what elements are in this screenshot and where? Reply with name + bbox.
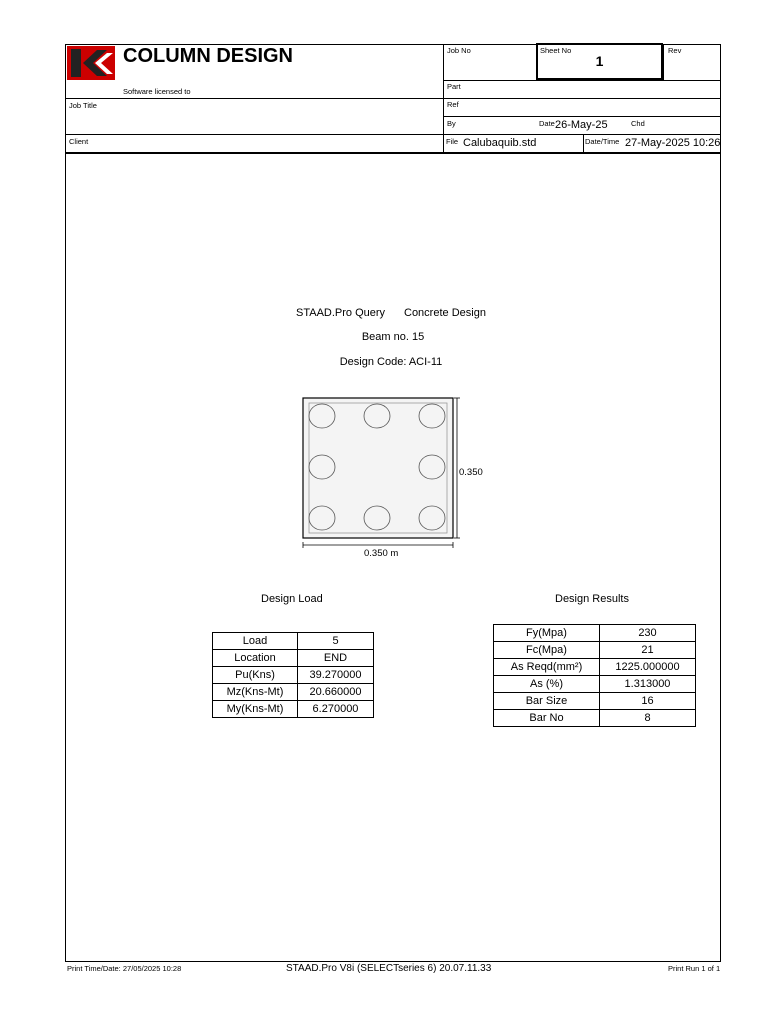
- table-cell-label: Load: [213, 633, 298, 650]
- sheet-no-value: 1: [595, 53, 604, 69]
- table-cell-value: 6.270000: [298, 701, 374, 718]
- sheet-no-label: Sheet No: [540, 46, 572, 55]
- header-divider-datetime: [583, 134, 584, 153]
- table-row: [213, 667, 374, 684]
- table-row: [494, 676, 696, 693]
- table-row: [494, 642, 696, 659]
- print-run: Print Run 1 of 1: [668, 964, 721, 973]
- table-cell-label: Location: [213, 650, 298, 667]
- design-load-title: Design Load: [261, 593, 323, 605]
- chd-label: Chd: [631, 119, 645, 128]
- table-row: [213, 684, 374, 701]
- table-cell-label: Fc(Mpa): [494, 642, 600, 659]
- header-line-left-2: [65, 134, 443, 135]
- table-row: [494, 710, 696, 727]
- table-cell-label: Bar No: [494, 710, 600, 727]
- table-cell-value: 1.313000: [600, 676, 696, 693]
- header-line-right-1: [443, 80, 721, 81]
- query-line-1: STAAD.Pro Query: [296, 307, 386, 319]
- table-cell-value: 1225.000000: [600, 659, 696, 676]
- date-label: Date: [539, 119, 555, 128]
- table-cell-value: 8: [600, 710, 696, 727]
- width-dimension-label: 0.350 m: [364, 548, 399, 559]
- software-version: STAAD.Pro V8i (SELECTseries 6) 20.07.11.33: [286, 963, 492, 974]
- logo-icon: [67, 46, 115, 80]
- design-code: Design Code: ACI-11: [339, 356, 443, 368]
- header-line-right-2: [443, 98, 721, 99]
- table-cell-value: 5: [298, 633, 374, 650]
- header-bottom-line: [65, 152, 721, 154]
- table-cell-label: As (%): [494, 676, 600, 693]
- design-load-table: [212, 632, 374, 718]
- header-line-left-1: [65, 98, 443, 99]
- table-cell-label: Pu(Kns): [213, 667, 298, 684]
- client-label: Client: [69, 137, 89, 146]
- depth-dimension-label: 0.350: [459, 467, 483, 478]
- design-results-title: Design Results: [555, 593, 629, 605]
- query-line-2: Concrete Design: [404, 307, 486, 319]
- licensed-label: Software licensed to: [123, 87, 191, 96]
- table-row: [494, 693, 696, 710]
- table-cell-label: Bar Size: [494, 693, 600, 710]
- page-title: COLUMN DESIGN: [123, 45, 293, 67]
- table-cell-label: Mz(Kns-Mt): [213, 684, 298, 701]
- table-cell-value: 20.660000: [298, 684, 374, 701]
- header-divider-rev: [663, 44, 664, 80]
- section-outline: [303, 398, 453, 538]
- table-row: [494, 625, 696, 642]
- table-cell-label: As Reqd(mm²): [494, 659, 600, 676]
- beam-no: Beam no. 15: [361, 331, 425, 343]
- table-cell-label: Fy(Mpa): [494, 625, 600, 642]
- file-value: Calubaquib.std: [463, 137, 537, 149]
- header-line-right-3: [443, 116, 721, 117]
- job-no-label: Job No: [447, 46, 471, 55]
- print-time: Print Time/Date: 27/05/2025 10:28: [67, 964, 182, 973]
- part-label: Part: [447, 82, 461, 91]
- table-cell-value: 39.270000: [298, 667, 374, 684]
- header-line-right-4: [443, 134, 721, 135]
- table-row: [213, 650, 374, 667]
- rev-label: Rev: [668, 46, 682, 55]
- column-section-drawing: [300, 395, 460, 555]
- date-value: 26-May-25: [555, 119, 608, 131]
- job-title-label: Job Title: [69, 101, 97, 110]
- file-label: File: [446, 137, 459, 146]
- table-cell-value: 16: [600, 693, 696, 710]
- table-row: [213, 701, 374, 718]
- table-cell-value: 230: [600, 625, 696, 642]
- ref-label: Ref: [447, 100, 459, 109]
- table-row: [494, 659, 696, 676]
- datetime-value: 27-May-2025 10:26: [625, 137, 721, 149]
- table-row: [213, 633, 374, 650]
- table-cell-value: END: [298, 650, 374, 667]
- by-label: By: [447, 119, 456, 128]
- table-cell-label: My(Kns-Mt): [213, 701, 298, 718]
- design-results-table: [493, 624, 696, 727]
- table-cell-value: 21: [600, 642, 696, 659]
- datetime-label: Date/Time: [585, 137, 620, 146]
